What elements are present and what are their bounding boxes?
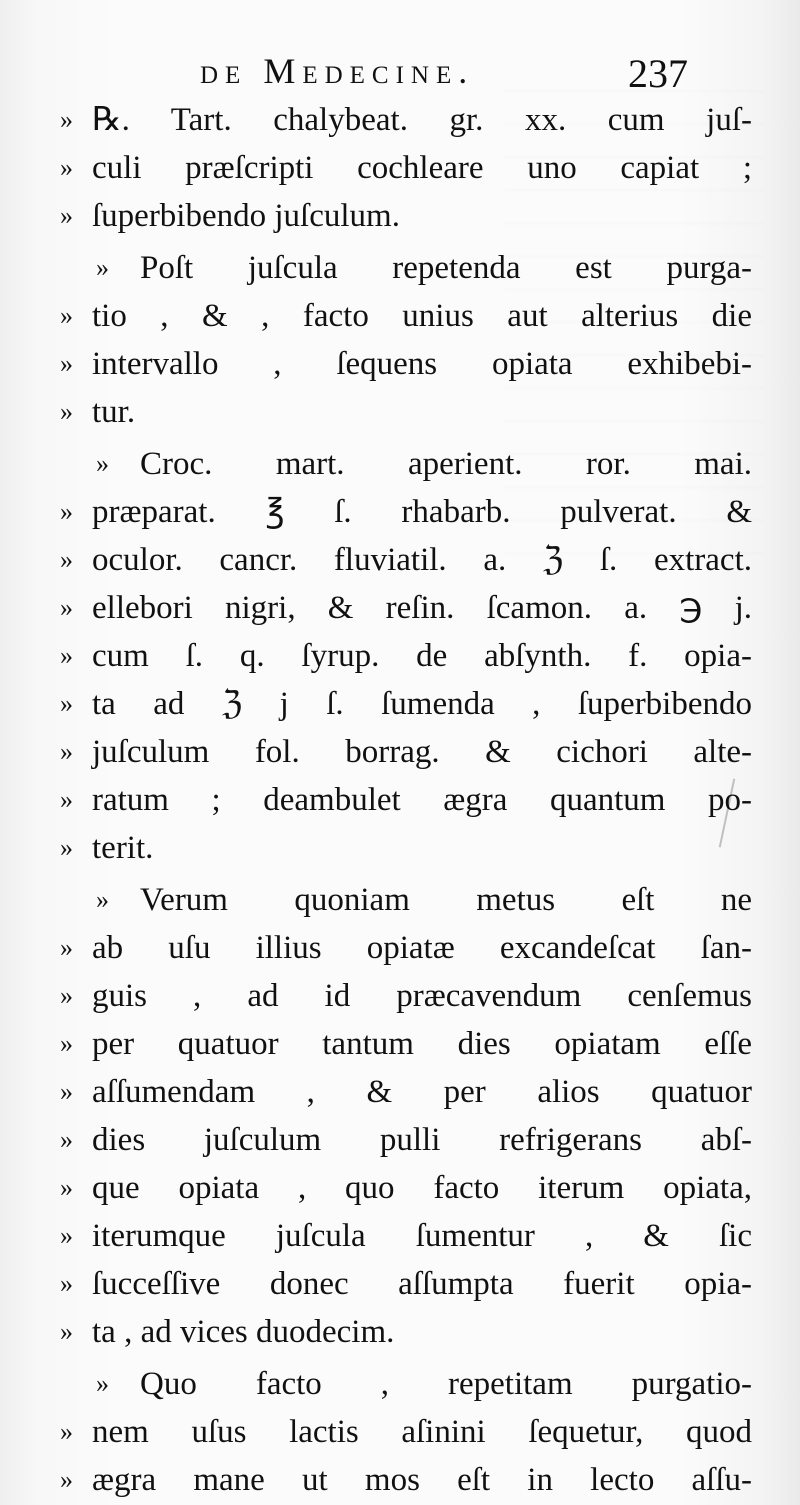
line-text: ellebori nigri, & reſin. ſcamon. a. ℈ j. <box>92 590 752 626</box>
text-line <box>0 876 800 924</box>
text-line <box>0 1308 800 1356</box>
text-line <box>0 1456 800 1504</box>
quote-marker: » <box>60 1029 73 1058</box>
quote-marker: » <box>60 497 73 526</box>
text-line <box>0 584 800 632</box>
text-line <box>0 728 800 776</box>
text-line <box>0 1260 800 1308</box>
line-text: ſucceſſive donec aſſumpta fuerit opia- <box>92 1266 752 1302</box>
quote-marker: » <box>60 201 73 230</box>
quote-marker: » <box>60 1221 73 1250</box>
text-line <box>0 292 800 340</box>
text-line <box>0 536 800 584</box>
line-text: intervallo , ſequens opiata exhibebi- <box>92 346 752 382</box>
quote-marker: » <box>60 397 73 426</box>
line-text: ægra mane ut mos eſt in lecto aſſu- <box>92 1462 752 1498</box>
line-text: Poſt juſcula repetenda est purga- <box>140 250 752 286</box>
quote-marker: » <box>60 641 73 670</box>
line-text: cum ſ. q. ſyrup. de abſynth. f. opia- <box>92 638 752 674</box>
quote-marker: » <box>60 933 73 962</box>
quote-marker: » <box>96 885 109 914</box>
line-text: dies juſculum pulli refrigerans abſ- <box>92 1122 752 1158</box>
body-text <box>0 96 800 1504</box>
quote-marker: » <box>60 785 73 814</box>
text-line <box>0 1408 800 1456</box>
line-text: tur. <box>92 394 136 430</box>
quote-marker: » <box>60 1125 73 1154</box>
text-line <box>0 244 800 292</box>
text-line <box>0 1212 800 1260</box>
line-text: tio , & , facto unius aut alterius die <box>92 298 752 334</box>
line-text: culi præſcripti cochleare uno capiat ; <box>92 150 752 186</box>
text-line <box>0 1164 800 1212</box>
text-line <box>0 972 800 1020</box>
text-line <box>0 680 800 728</box>
quote-marker: » <box>60 981 73 1010</box>
line-text: oculor. cancr. fluviatil. a. ℨ ſ. extract. <box>92 542 752 578</box>
line-text: ℞. Tart. chalybeat. gr. xx. cum juſ- <box>92 102 752 138</box>
text-line <box>0 824 800 872</box>
text-line <box>0 192 800 240</box>
line-text: Quo facto , repetitam purgatio- <box>140 1366 752 1402</box>
quote-marker: » <box>60 689 73 718</box>
line-text: per quatuor tantum dies opiatam eſſe <box>92 1026 752 1062</box>
text-line <box>0 632 800 680</box>
line-text: aſſumendam , & per alios quatuor <box>92 1074 752 1110</box>
quote-marker: » <box>60 737 73 766</box>
text-line <box>0 924 800 972</box>
text-line <box>0 1020 800 1068</box>
line-text: ab uſu illius opiatæ excandeſcat ſan- <box>92 930 752 966</box>
text-line <box>0 1360 800 1408</box>
text-line <box>0 488 800 536</box>
quote-marker: » <box>60 833 73 862</box>
quote-marker: » <box>60 1417 73 1446</box>
quote-marker: » <box>60 1269 73 1298</box>
quote-marker: » <box>96 1369 109 1398</box>
text-line <box>0 96 800 144</box>
line-text: ſuperbibendo juſculum. <box>92 198 400 234</box>
running-head <box>0 50 800 100</box>
line-text: terit. <box>92 830 154 866</box>
line-text: ratum ; deambulet ægra quantum po- <box>92 782 752 818</box>
line-text: que opiata , quo facto iterum opiata, <box>92 1170 752 1206</box>
quote-marker: » <box>60 153 73 182</box>
page-number: 237 <box>628 51 688 96</box>
running-title: de Medecine. <box>200 51 475 91</box>
quote-marker: » <box>60 1317 73 1346</box>
quote-marker: » <box>60 349 73 378</box>
text-line <box>0 388 800 436</box>
quote-marker: » <box>96 449 109 478</box>
line-text: præparat. ℥ ſ. rhabarb. pulverat. & <box>92 494 752 530</box>
quote-marker: » <box>60 301 73 330</box>
line-text: Verum quoniam metus eſt ne <box>140 882 752 918</box>
text-line <box>0 340 800 388</box>
quote-marker: » <box>60 1465 73 1494</box>
line-text: ta ad ℨ j ſ. ſumenda , ſuperbibendo <box>92 686 752 722</box>
line-text: juſculum fol. borrag. & cichori alte- <box>92 734 752 770</box>
quote-marker: » <box>60 105 73 134</box>
text-line <box>0 1116 800 1164</box>
line-text: ta , ad vices duodecim. <box>92 1314 395 1350</box>
quote-marker: » <box>60 1077 73 1106</box>
quote-marker: » <box>96 253 109 282</box>
quote-marker: » <box>60 1173 73 1202</box>
line-text: nem uſus lactis aſinini ſequetur, quod <box>92 1414 752 1450</box>
line-text: guis , ad id præcavendum cenſemus <box>92 978 752 1014</box>
text-line <box>0 1068 800 1116</box>
quote-marker: » <box>60 545 73 574</box>
line-text: iterumque juſcula ſumentur , & ſic <box>92 1218 752 1254</box>
text-line <box>0 440 800 488</box>
quote-marker: » <box>60 593 73 622</box>
text-line <box>0 144 800 192</box>
text-line <box>0 776 800 824</box>
line-text: Croc. mart. aperient. ror. mai. <box>140 446 752 482</box>
